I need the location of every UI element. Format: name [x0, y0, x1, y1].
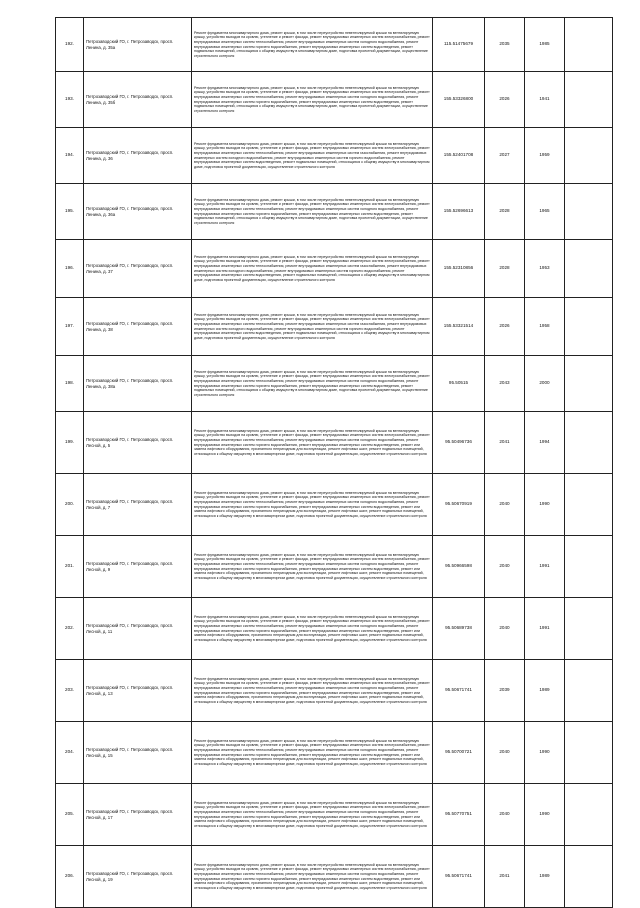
build-year-cell: 1989: [525, 846, 565, 908]
works-list-cell: Ремонт фундамента многоквартирного дома, ремонт крыши, в том числе переустройство невентилируемой крыши на вентилируемую крышу, устройство выходов на кровлю, утепление и ремонт фасада, ремонт внутридомовых инженерных систем электроснабжения, ремонт внутридомовых инженерных систем теплоснабжения, ремонт внутридомовых инженерных систем холодного водоснабжения, ремонт внутридомовых инженерных систем горячего водоснабжения, ремонт внутридомовых инженерных систем водоотведения, ремонт подвальных помещений, относящихся к общему имуществу в многоквартирном доме, подготовка проектной документации, осуществление строительного контроля: [192, 18, 433, 72]
housing-repair-table: [55, 17, 613, 908]
row-number: 201.: [56, 536, 84, 598]
works-list-cell: Ремонт фундамента многоквартирного дома, ремонт крыши, в том числе переустройство невентилируемой крыши на вентилируемую крышу, устройство выходов на кровлю, утепление и ремонт фасада, ремонт внутридомовых инженерных систем электроснабжения, ремонт внутридомовых инженерных систем теплоснабжения, ремонт внутридомовых инженерных систем газоснабжения, ремонт внутридомовых инженерных систем холодного водоснабжения, ремонт внутридомовых инженерных систем горячего водоснабжения, ремонт внутридомовых инженерных систем водоотведения, ремонт подвальных помещений, относящихся к общему имуществу в многоквартирном доме, подготовка проектной документации, осуществление строительного контроля: [192, 298, 433, 356]
build-year-cell: 1941: [525, 72, 565, 128]
build-year-cell: 1990: [525, 784, 565, 846]
table-row: [56, 184, 613, 240]
planned-year-cell: 2040: [485, 784, 525, 846]
area-value-cell: 95.50671741: [433, 846, 485, 908]
works-list-cell: Ремонт фундамента многоквартирного дома, ремонт крыши, в том числе переустройство невентилируемой крыши на вентилируемую крышу, устройство выходов на кровлю, утепление и ремонт фасада, ремонт внутридомовых инженерных систем электроснабжения, ремонт внутридомовых инженерных систем теплоснабжения, ремонт внутридомовых инженерных систем холодного водоснабжения, ремонт внутридомовых инженерных систем горячего водоснабжения, ремонт внутридомовых инженерных систем водоотведения, ремонт подвальных помещений, относящихся к общему имуществу в многоквартирном доме, подготовка проектной документации, осуществление строительного контроля: [192, 72, 433, 128]
table-row: [56, 474, 613, 536]
address-cell: Петрозаводский ГО, г. Петрозаводск, просп. Лесной, д. 11: [84, 598, 192, 660]
planned-year-cell: 2028: [485, 184, 525, 240]
address-cell: Петрозаводский ГО, г. Петрозаводск, просп. Лесной, д. 5: [84, 412, 192, 474]
area-value-cell: 155.52696613: [433, 184, 485, 240]
address-cell: Петрозаводский ГО, г. Петрозаводск, просп. Ленина, д. 35б: [84, 72, 192, 128]
address-cell: Петрозаводский ГО, г. Петрозаводск, просп. Лесной, д. 13: [84, 660, 192, 722]
build-year-cell: 1958: [525, 298, 565, 356]
planned-year-cell: 2040: [485, 722, 525, 784]
row-number: 199.: [56, 412, 84, 474]
address-cell: Петрозаводский ГО, г. Петрозаводск, просп. Лесной, д. 9: [84, 536, 192, 598]
planned-year-cell: 2026: [485, 72, 525, 128]
build-year-cell: 1991: [525, 598, 565, 660]
empty-cell: [565, 474, 613, 536]
area-value-cell: 95.50770751: [433, 784, 485, 846]
planned-year-cell: 2040: [485, 598, 525, 660]
planned-year-cell: 2035: [485, 18, 525, 72]
planned-year-cell: 2040: [485, 536, 525, 598]
table-row: [56, 784, 613, 846]
table-body: [56, 18, 613, 908]
works-list-cell: Ремонт фундамента многоквартирного дома, ремонт крыши, в том числе переустройство невентилируемой крыши на вентилируемую крышу, устройство выходов на кровлю, утепление и ремонт фасада, ремонт внутридомовых инженерных систем электроснабжения, ремонт внутридомовых инженерных систем теплоснабжения, ремонт внутридомовых инженерных систем холодного водоснабжения, ремонт внутридомовых инженерных систем горячего водоснабжения, ремонт внутридомовых инженерных систем водоотведения, ремонт или замена лифтового оборудования, признанного непригодным для эксплуатации, ремонт лифтовых шахт, ремонт подвальных помещений, относящихся к общему имуществу в многоквартирном доме, подготовка проектной документации, осуществление строительного контроля: [192, 598, 433, 660]
row-number: 198.: [56, 356, 84, 412]
row-number: 196.: [56, 240, 84, 298]
empty-cell: [565, 412, 613, 474]
build-year-cell: 1990: [525, 722, 565, 784]
table-row: [56, 298, 613, 356]
empty-cell: [565, 722, 613, 784]
area-value-cell: 115.51475679: [433, 18, 485, 72]
build-year-cell: 1991: [525, 536, 565, 598]
empty-cell: [565, 128, 613, 184]
area-value-cell: 155.52401708: [433, 128, 485, 184]
build-year-cell: 1985: [525, 18, 565, 72]
document-page: [55, 17, 612, 908]
works-list-cell: Ремонт фундамента многоквартирного дома, ремонт крыши, в том числе переустройство невентилируемой крыши на вентилируемую крышу, устройство выходов на кровлю, утепление и ремонт фасада, ремонт внутридомовых инженерных систем электроснабжения, ремонт внутридомовых инженерных систем теплоснабжения, ремонт внутридомовых инженерных систем холодного водоснабжения, ремонт внутридомовых инженерных систем горячего водоснабжения, ремонт внутридомовых инженерных систем водоотведения, ремонт или замена лифтового оборудования, признанного непригодным для эксплуатации, ремонт лифтовых шахт, ремонт подвальных помещений, относящихся к общему имуществу в многоквартирном доме, подготовка проектной документации, осуществление строительного контроля: [192, 660, 433, 722]
empty-cell: [565, 18, 613, 72]
empty-cell: [565, 536, 613, 598]
build-year-cell: 1965: [525, 184, 565, 240]
planned-year-cell: 2027: [485, 128, 525, 184]
table-row: [56, 240, 613, 298]
area-value-cell: 95.50689738: [433, 598, 485, 660]
works-list-cell: Ремонт фундамента многоквартирного дома, ремонт крыши, в том числе переустройство невентилируемой крыши на вентилируемую крышу, устройство выходов на кровлю, утепление и ремонт фасада, ремонт внутридомовых инженерных систем электроснабжения, ремонт внутридомовых инженерных систем теплоснабжения, ремонт внутридомовых инженерных систем холодного водоснабжения, ремонт внутридомовых инженерных систем горячего водоснабжения, ремонт внутридомовых инженерных систем водоотведения, ремонт или замена лифтового оборудования, признанного непригодным для эксплуатации, ремонт лифтовых шахт, ремонт подвальных помещений, относящихся к общему имуществу в многоквартирном доме, подготовка проектной документации, осуществление строительного контроля: [192, 784, 433, 846]
row-number: 193.: [56, 72, 84, 128]
works-list-cell: Ремонт фундамента многоквартирного дома, ремонт крыши, в том числе переустройство невентилируемой крыши на вентилируемую крышу, устройство выходов на кровлю, утепление и ремонт фасада, ремонт внутридомовых инженерных систем электроснабжения, ремонт внутридомовых инженерных систем теплоснабжения, ремонт внутридомовых инженерных систем холодного водоснабжения, ремонт внутридомовых инженерных систем горячего водоснабжения, ремонт внутридомовых инженерных систем водоотведения, ремонт или замена лифтового оборудования, признанного непригодным для эксплуатации, ремонт лифтовых шахт, ремонт подвальных помещений, относящихся к общему имуществу в многоквартирном доме, подготовка проектной документации, осуществление строительного контроля: [192, 474, 433, 536]
address-cell: Петрозаводский ГО, г. Петрозаводск, просп. Лесной, д. 17: [84, 784, 192, 846]
works-list-cell: Ремонт фундамента многоквартирного дома, ремонт крыши, в том числе переустройство невентилируемой крыши на вентилируемую крышу, устройство выходов на кровлю, утепление и ремонт фасада, ремонт внутридомовых инженерных систем электроснабжения, ремонт внутридомовых инженерных систем теплоснабжения, ремонт внутридомовых инженерных систем холодного водоснабжения, ремонт внутридомовых инженерных систем горячего водоснабжения, ремонт внутридомовых инженерных систем водоотведения, ремонт или замена лифтового оборудования, признанного непригодным для эксплуатации, ремонт лифтовых шахт, ремонт подвальных помещений, относящихся к общему имуществу в многоквартирном доме, подготовка проектной документации, осуществление строительного контроля: [192, 536, 433, 598]
area-value-cell: 155.53326800: [433, 72, 485, 128]
area-value-cell: 95.50966598: [433, 536, 485, 598]
row-number: 206.: [56, 846, 84, 908]
area-value-cell: 95.50496736: [433, 412, 485, 474]
row-number: 194.: [56, 128, 84, 184]
planned-year-cell: 2039: [485, 660, 525, 722]
row-number: 195.: [56, 184, 84, 240]
address-cell: Петрозаводский ГО, г. Петрозаводск, просп. Ленина, д. 36а: [84, 184, 192, 240]
empty-cell: [565, 356, 613, 412]
address-cell: Петрозаводский ГО, г. Петрозаводск, просп. Лесной, д. 7: [84, 474, 192, 536]
address-cell: Петрозаводский ГО, г. Петрозаводск, просп. Ленина, д. 37: [84, 240, 192, 298]
table-row: [56, 598, 613, 660]
works-list-cell: Ремонт фундамента многоквартирного дома, ремонт крыши, в том числе переустройство невентилируемой крыши на вентилируемую крышу, устройство выходов на кровлю, утепление и ремонт фасада, ремонт внутридомовых инженерных систем электроснабжения, ремонт внутридомовых инженерных систем теплоснабжения, ремонт внутридомовых инженерных систем газоснабжения, ремонт внутридомовых инженерных систем холодного водоснабжения, ремонт внутридомовых инженерных систем горячего водоснабжения, ремонт внутридомовых инженерных систем водоотведения, ремонт подвальных помещений, относящихся к общему имуществу в многоквартирном доме, подготовка проектной документации, осуществление строительного контроля: [192, 240, 433, 298]
empty-cell: [565, 298, 613, 356]
build-year-cell: 1994: [525, 412, 565, 474]
build-year-cell: 2000: [525, 356, 565, 412]
empty-cell: [565, 784, 613, 846]
empty-cell: [565, 660, 613, 722]
table-row: [56, 846, 613, 908]
table-row: [56, 660, 613, 722]
works-list-cell: Ремонт фундамента многоквартирного дома, ремонт крыши, в том числе переустройство невентилируемой крыши на вентилируемую крышу, устройство выходов на кровлю, утепление и ремонт фасада, ремонт внутридомовых инженерных систем электроснабжения, ремонт внутридомовых инженерных систем теплоснабжения, ремонт внутридомовых инженерных систем холодного водоснабжения, ремонт внутридомовых инженерных систем горячего водоснабжения, ремонт внутридомовых инженерных систем водоотведения, ремонт или замена лифтового оборудования, признанного непригодным для эксплуатации, ремонт лифтовых шахт, ремонт подвальных помещений, относящихся к общему имуществу в многоквартирном доме, подготовка проектной документации, осуществление строительного контроля: [192, 846, 433, 908]
table-row: [56, 412, 613, 474]
planned-year-cell: 2028: [485, 240, 525, 298]
area-value-cell: 155.53321514: [433, 298, 485, 356]
empty-cell: [565, 72, 613, 128]
works-list-cell: Ремонт фундамента многоквартирного дома, ремонт крыши, в том числе переустройство невентилируемой крыши на вентилируемую крышу, устройство выходов на кровлю, утепление и ремонт фасада, ремонт внутридомовых инженерных систем электроснабжения, ремонт внутридомовых инженерных систем теплоснабжения, ремонт внутридомовых инженерных систем холодного водоснабжения, ремонт внутридомовых инженерных систем горячего водоснабжения, ремонт внутридомовых инженерных систем водоотведения, ремонт подвальных помещений, относящихся к общему имуществу в многоквартирном доме, подготовка проектной документации, осуществление строительного контроля: [192, 356, 433, 412]
table-row: [56, 356, 613, 412]
empty-cell: [565, 240, 613, 298]
address-cell: Петрозаводский ГО, г. Петрозаводск, просп. Ленина, д. 36: [84, 128, 192, 184]
planned-year-cell: 2041: [485, 412, 525, 474]
planned-year-cell: 2043: [485, 356, 525, 412]
table-row: [56, 18, 613, 72]
planned-year-cell: 2026: [485, 298, 525, 356]
row-number: 200.: [56, 474, 84, 536]
area-value-cell: 95.50670919: [433, 474, 485, 536]
planned-year-cell: 2040: [485, 474, 525, 536]
empty-cell: [565, 846, 613, 908]
address-cell: Петрозаводский ГО, г. Петрозаводск, просп. Лесной, д. 19: [84, 846, 192, 908]
address-cell: Петрозаводский ГО, г. Петрозаводск, просп. Ленина, д. 38а: [84, 356, 192, 412]
address-cell: Петрозаводский ГО, г. Петрозаводск, просп. Ленина, д. 38: [84, 298, 192, 356]
table-row: [56, 536, 613, 598]
area-value-cell: 95.50700721: [433, 722, 485, 784]
build-year-cell: 1990: [525, 474, 565, 536]
empty-cell: [565, 598, 613, 660]
address-cell: Петрозаводский ГО, г. Петрозаводск, просп. Лесной, д. 15: [84, 722, 192, 784]
row-number: 205.: [56, 784, 84, 846]
works-list-cell: Ремонт фундамента многоквартирного дома, ремонт крыши, в том числе переустройство невентилируемой крыши на вентилируемую крышу, устройство выходов на кровлю, утепление и ремонт фасада, ремонт внутридомовых инженерных систем электроснабжения, ремонт внутридомовых инженерных систем теплоснабжения, ремонт внутридомовых инженерных систем газоснабжения, ремонт внутридомовых инженерных систем холодного водоснабжения, ремонт внутридомовых инженерных систем горячего водоснабжения, ремонт внутридомовых инженерных систем водоотведения, ремонт подвальных помещений, относящихся к общему имуществу в многоквартирном доме, подготовка проектной документации, осуществление строительного контроля: [192, 128, 433, 184]
row-number: 203.: [56, 660, 84, 722]
build-year-cell: 1959: [525, 128, 565, 184]
table-row: [56, 722, 613, 784]
works-list-cell: Ремонт фундамента многоквартирного дома, ремонт крыши, в том числе переустройство невентилируемой крыши на вентилируемую крышу, устройство выходов на кровлю, утепление и ремонт фасада, ремонт внутридомовых инженерных систем электроснабжения, ремонт внутридомовых инженерных систем теплоснабжения, ремонт внутридомовых инженерных систем холодного водоснабжения, ремонт внутридомовых инженерных систем горячего водоснабжения, ремонт внутридомовых инженерных систем водоотведения, ремонт подвальных помещений, относящихся к общему имуществу в многоквартирном доме, подготовка проектной документации, осуществление строительного контроля: [192, 184, 433, 240]
row-number: 197.: [56, 298, 84, 356]
build-year-cell: 1989: [525, 660, 565, 722]
empty-cell: [565, 184, 613, 240]
planned-year-cell: 2041: [485, 846, 525, 908]
row-number: 192.: [56, 18, 84, 72]
table-row: [56, 72, 613, 128]
build-year-cell: 1953: [525, 240, 565, 298]
works-list-cell: Ремонт фундамента многоквартирного дома, ремонт крыши, в том числе переустройство невентилируемой крыши на вентилируемую крышу, устройство выходов на кровлю, утепление и ремонт фасада, ремонт внутридомовых инженерных систем электроснабжения, ремонт внутридомовых инженерных систем теплоснабжения, ремонт внутридомовых инженерных систем холодного водоснабжения, ремонт внутридомовых инженерных систем горячего водоснабжения, ремонт внутридомовых инженерных систем водоотведения, ремонт или замена лифтового оборудования, признанного непригодным для эксплуатации, ремонт лифтовых шахт, ремонт подвальных помещений, относящихся к общему имуществу в многоквартирном доме, подготовка проектной документации, осуществление строительного контроля: [192, 722, 433, 784]
area-value-cell: 95.50515: [433, 356, 485, 412]
table-row: [56, 128, 613, 184]
area-value-cell: 155.52310856: [433, 240, 485, 298]
works-list-cell: Ремонт фундамента многоквартирного дома, ремонт крыши, в том числе переустройство невентилируемой крыши на вентилируемую крышу, устройство выходов на кровлю, утепление и ремонт фасада, ремонт внутридомовых инженерных систем электроснабжения, ремонт внутридомовых инженерных систем теплоснабжения, ремонт внутридомовых инженерных систем холодного водоснабжения, ремонт внутридомовых инженерных систем горячего водоснабжения, ремонт внутридомовых инженерных систем водоотведения, ремонт или замена лифтового оборудования, признанного непригодным для эксплуатации, ремонт лифтовых шахт, ремонт подвальных помещений, относящихся к общему имуществу в многоквартирном доме, подготовка проектной документации, осуществление строительного контроля: [192, 412, 433, 474]
address-cell: Петрозаводский ГО, г. Петрозаводск, просп. Ленина, д. 35а: [84, 18, 192, 72]
row-number: 202.: [56, 598, 84, 660]
area-value-cell: 95.50671741: [433, 660, 485, 722]
row-number: 204.: [56, 722, 84, 784]
